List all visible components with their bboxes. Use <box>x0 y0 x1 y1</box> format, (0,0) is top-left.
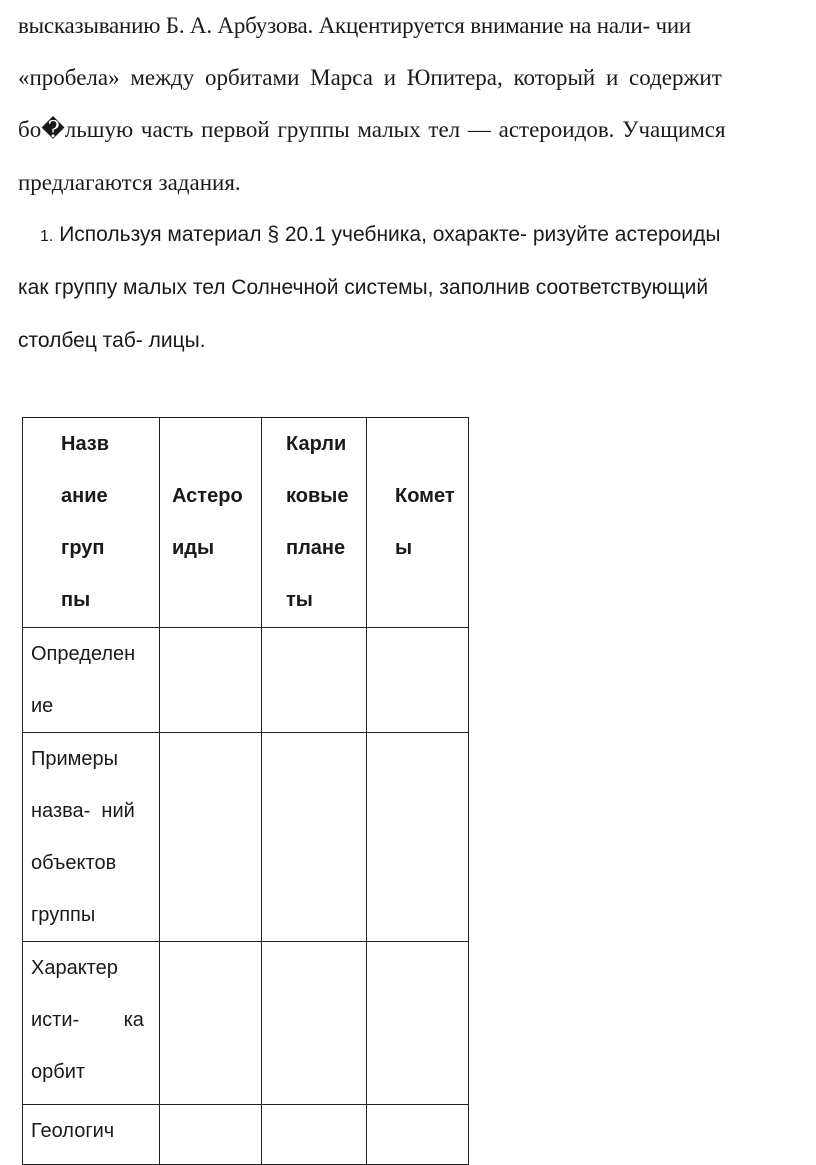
header-cell-group-name <box>23 418 160 628</box>
paragraph-line-3: бо�льшую часть первой группы малых тел — астероидов. Учащимся <box>18 117 726 142</box>
table-row <box>23 628 469 733</box>
header-text: иды <box>172 537 215 559</box>
empty-cell[interactable] <box>262 733 367 942</box>
task-line-1 <box>40 224 720 245</box>
header-text: Назв <box>61 433 110 455</box>
table-row <box>23 733 469 942</box>
paragraph-line-4: предлагаются задания. <box>18 170 241 195</box>
header-text: ание <box>61 485 108 507</box>
task-text-1: Используя материал § 20.1 учебника, охаракте- ризуйте астероиды <box>59 223 721 246</box>
empty-cell[interactable] <box>160 733 262 942</box>
table-header-row <box>23 418 469 628</box>
task-number: 1. <box>40 228 54 245</box>
row-label-text: ие <box>31 695 54 717</box>
empty-cell[interactable] <box>160 628 262 733</box>
header-text: пы <box>61 589 91 611</box>
empty-cell[interactable] <box>160 942 262 1105</box>
row-label-orbit <box>23 942 160 1105</box>
empty-cell[interactable] <box>262 942 367 1105</box>
task-line-3: столбец таб- лицы. <box>18 329 206 352</box>
row-label-text: исти- ка <box>31 1009 144 1031</box>
header-text: Комет <box>395 485 455 507</box>
row-label-examples <box>23 733 160 942</box>
row-label-text: назва- ний <box>31 800 135 822</box>
header-cell-asteroids <box>160 418 262 628</box>
table-row <box>23 942 469 1105</box>
paragraph-line-2: «пробела» между орбитами Марса и Юпитера, который и содержит <box>18 65 722 90</box>
characteristics-table <box>22 417 469 1165</box>
header-text: Астеро <box>172 485 243 507</box>
header-text: груп <box>61 537 105 559</box>
header-text: плане <box>286 537 346 559</box>
header-text <box>395 418 468 470</box>
row-label-text: объектов <box>31 852 117 874</box>
row-label-text: Примеры <box>31 748 119 770</box>
empty-cell[interactable] <box>262 628 367 733</box>
task-line-2: как группу малых тел Солнечной системы, заполнив соответствующий <box>18 276 709 299</box>
paragraph-line-1: высказыванию Б. А. Арбузова. Акцентируется внимание на нали- чии <box>18 13 692 38</box>
header-text: ковые <box>286 485 349 507</box>
row-label-text: группы <box>31 904 96 926</box>
row-label-text: орбит <box>31 1061 86 1083</box>
empty-cell[interactable] <box>367 942 469 1105</box>
header-text: ы <box>395 537 413 559</box>
header-text: Карли <box>286 433 347 455</box>
row-label-definition <box>23 628 160 733</box>
row-label-text: Геологич <box>31 1120 115 1142</box>
empty-cell[interactable] <box>367 628 469 733</box>
header-text: ты <box>286 589 313 611</box>
characteristics-table-wrapper <box>22 417 469 1165</box>
header-cell-comets <box>367 418 469 628</box>
empty-cell[interactable] <box>367 733 469 942</box>
header-text <box>172 418 261 470</box>
row-label-text: Характер <box>31 957 118 979</box>
row-label-text: Определен <box>31 643 136 665</box>
header-cell-dwarf-planets <box>262 418 367 628</box>
